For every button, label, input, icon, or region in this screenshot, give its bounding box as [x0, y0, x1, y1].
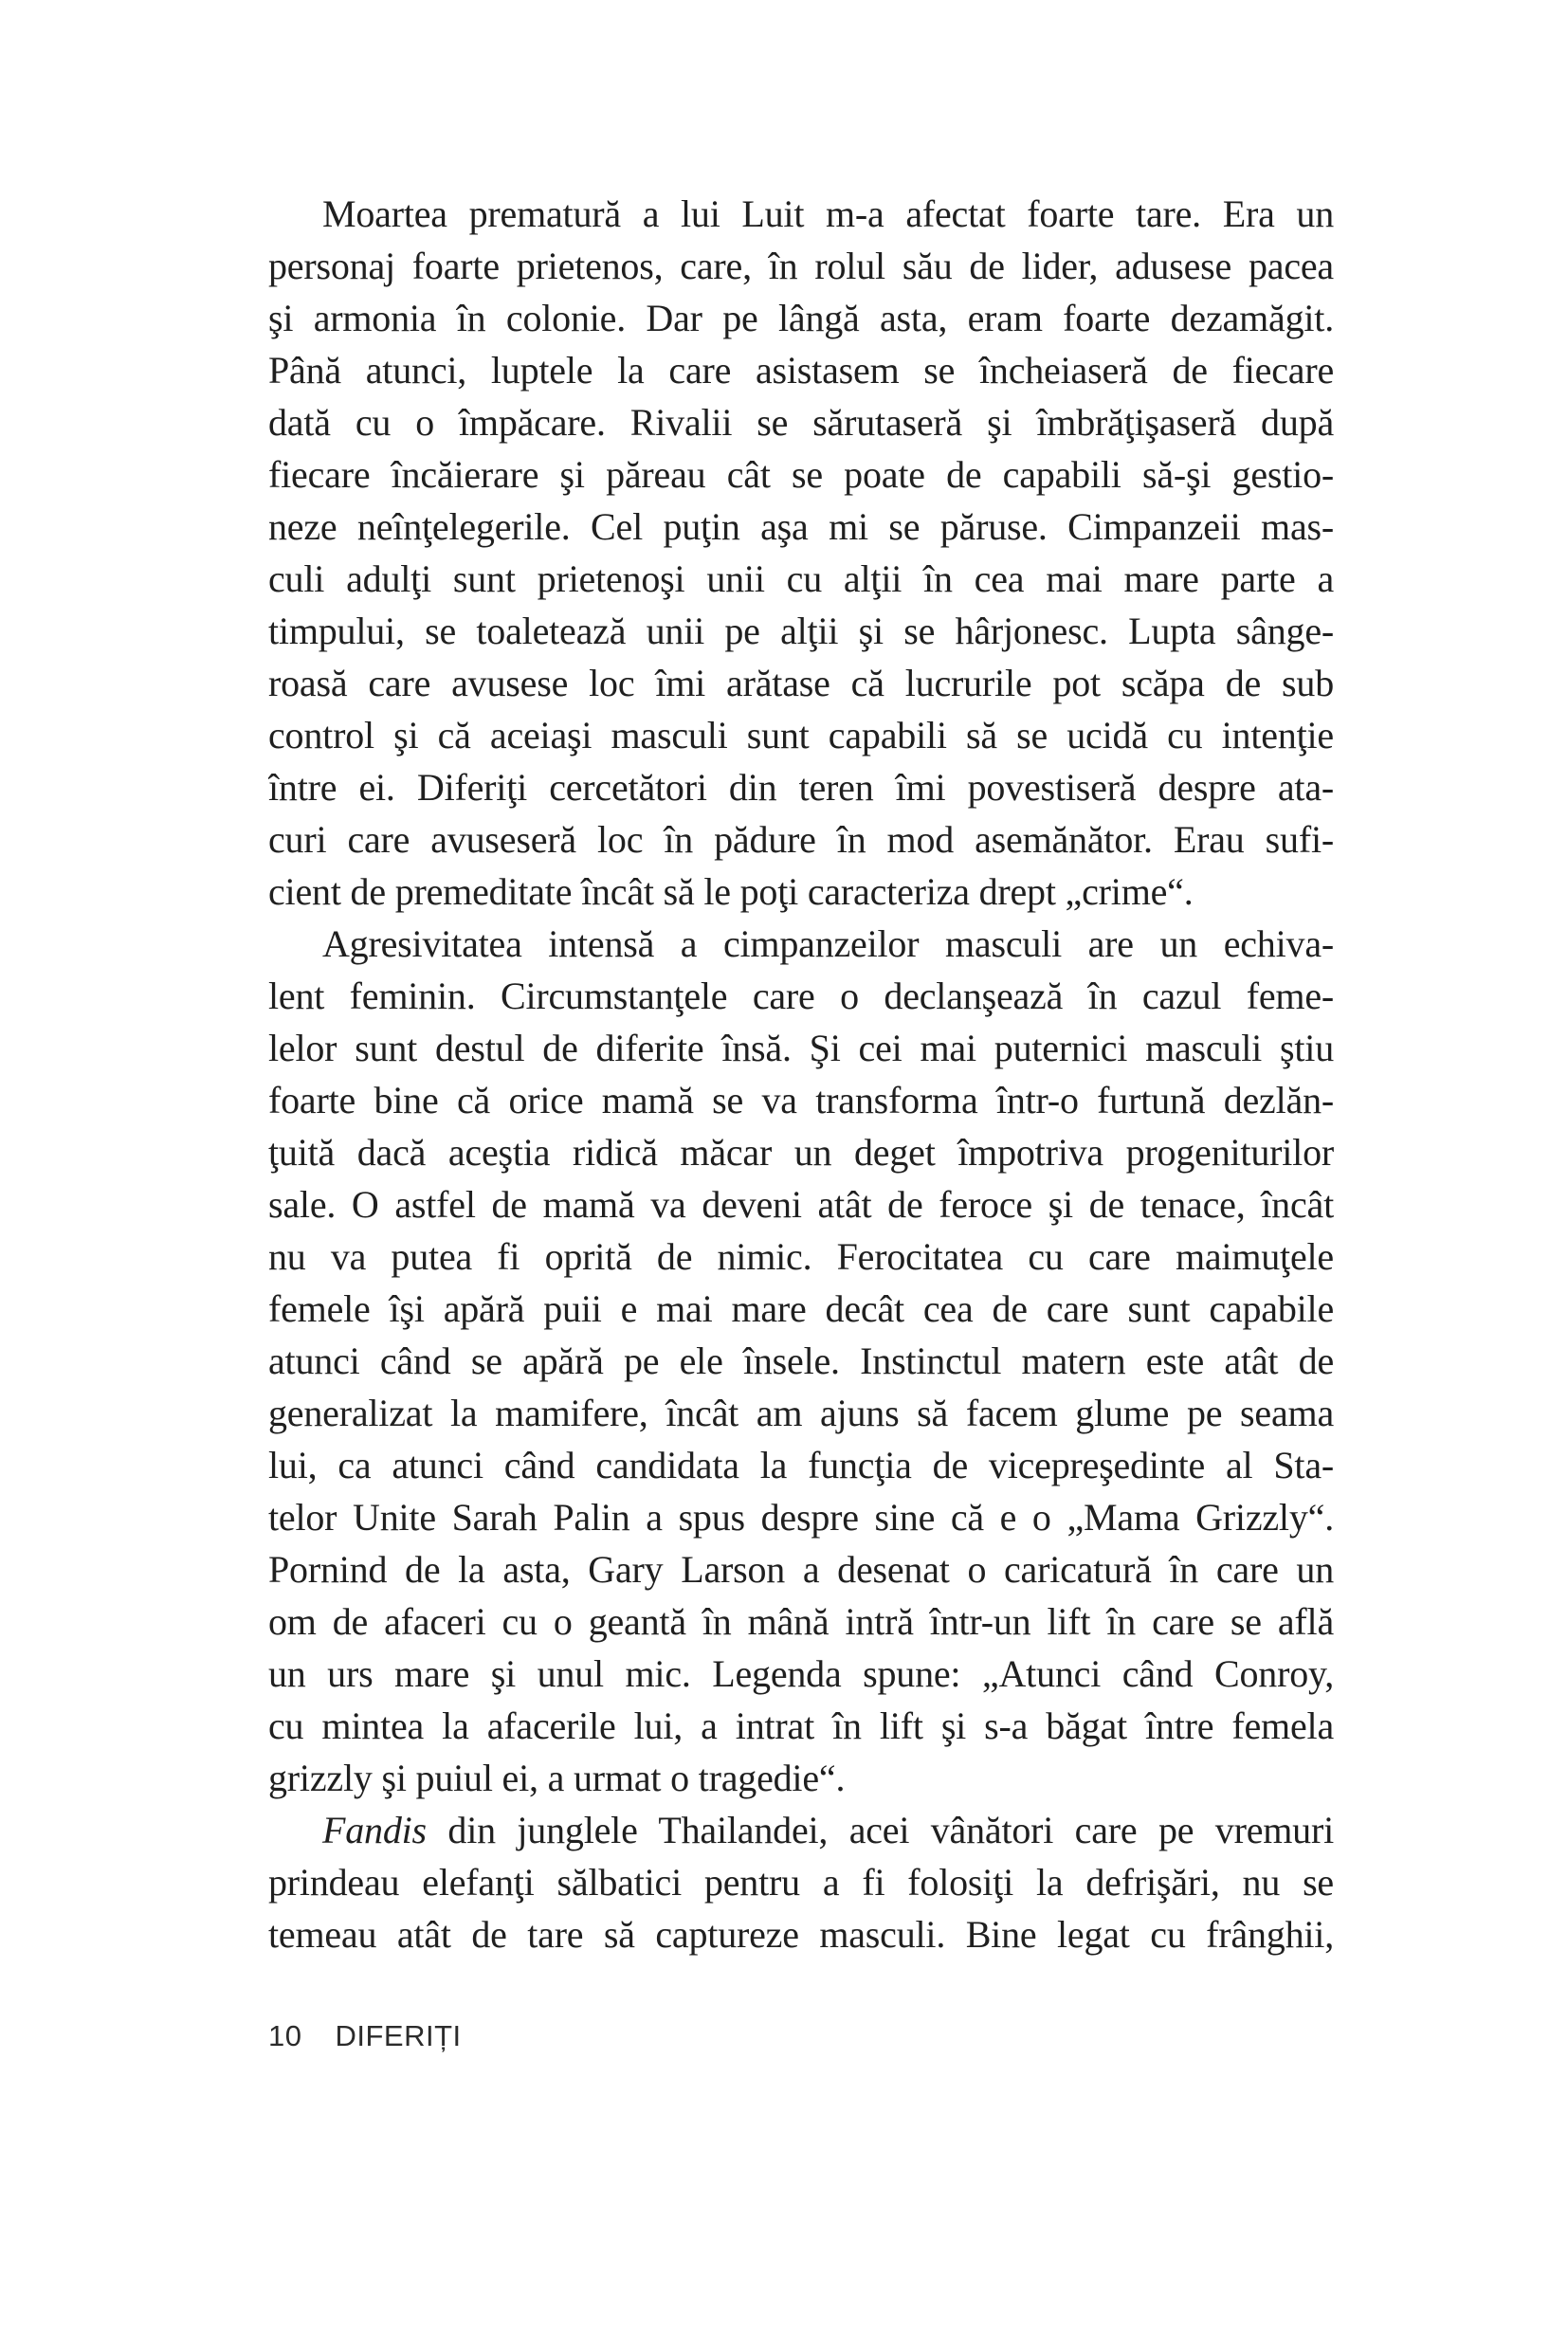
text-line: dată cu o împăcare. Rivalii se sărutaseră şi îmbrăţişaseră după [268, 401, 1334, 444]
text-line: între ei. Diferiţi cercetători din teren îmi povestiseră despre ata- [268, 766, 1334, 809]
text-line: lelor sunt destul de diferite însă. Şi cei mai puternici masculi ştiu [268, 1027, 1334, 1069]
text-line: nu va putea fi oprită de nimic. Ferocitatea cu care maimuţele [268, 1235, 1334, 1278]
text-line: prindeau elefanţi sălbatici pentru a fi folosiţi la defrişări, nu se [268, 1861, 1334, 1904]
text-line: temeau atât de tare să captureze masculi. Bine legat cu frânghii, [268, 1913, 1334, 1956]
text-line: timpului, se toaletează unii pe alţii şi se hârjonesc. Lupta sânge- [268, 610, 1334, 652]
italic-term: Fandis [322, 1809, 427, 1851]
page-footer [268, 2021, 462, 2050]
text-line: lui, ca atunci când candidata la funcţia de vicepreşedinte al Sta- [268, 1444, 1334, 1486]
text-line: neze neînţelegerile. Cel puţin aşa mi se păruse. Cimpanzeii mas- [268, 505, 1334, 548]
paragraph [268, 188, 1334, 918]
text-line: culi adulţi sunt prietenoşi unii cu alţii în cea mai mare parte a [268, 557, 1334, 600]
text-line: femele îşi apără puii e mai mare decât cea de care sunt capabile [268, 1287, 1334, 1330]
text-line: Fandis din junglele Thailandei, acei vânători care pe vremuri [322, 1809, 1334, 1851]
paragraph [268, 1804, 1334, 1960]
text-line: atunci când se apără pe ele însele. Instinctul matern este atât de [268, 1340, 1334, 1382]
text-line: şi armonia în colonie. Dar pe lângă asta, eram foarte dezamăgit. [268, 297, 1334, 339]
text-line: grizzly şi puiul ei, a urmat o tragedie“. [268, 1757, 846, 1799]
page-text [268, 188, 1334, 1960]
text-line: foarte bine că orice mamă se va transforma într-o furtună dezlăn- [268, 1079, 1334, 1121]
text-line: cient de premeditate încât să le poţi caracteriza drept „crime“. [268, 870, 1194, 913]
page-number: 10 [268, 2019, 302, 2052]
text-line: generalizat la mamifere, încât am ajuns să facem glume pe seama [268, 1392, 1334, 1434]
text-line: Moartea prematură a lui Luit m-a afectat foarte tare. Era un [322, 192, 1334, 235]
running-title: DIFERIȚI [335, 2019, 462, 2052]
text-line: fiecare încăierare şi păreau cât se poate de capabili să-şi gestio- [268, 453, 1334, 496]
text-line: roasă care avusese loc îmi arătase că lucrurile pot scăpa de sub [268, 662, 1334, 704]
paragraph [268, 918, 1334, 1804]
text-line: Până atunci, luptele la care asistasem se încheiaseră de fiecare [268, 349, 1334, 392]
text-line: control şi că aceiaşi masculi sunt capabili să se ucidă cu intenţie [268, 714, 1334, 756]
text-line: telor Unite Sarah Palin a spus despre sine că e o „Mama Grizzly“. [268, 1496, 1334, 1539]
text-line: Agresivitatea intensă a cimpanzeilor masculi are un echiva- [322, 922, 1334, 965]
text-line: sale. O astfel de mamă va deveni atât de feroce şi de tenace, încât [268, 1183, 1334, 1226]
text-line: Pornind de la asta, Gary Larson a desenat o caricatură în care un [268, 1548, 1334, 1591]
text-line: lent feminin. Circumstanţele care o declanşează în cazul feme- [268, 975, 1334, 1017]
text-line: cu mintea la afacerile lui, a intrat în lift şi s-a băgat între femela [268, 1704, 1334, 1747]
text-line: om de afaceri cu o geantă în mână intră într-un lift în care se află [268, 1600, 1334, 1643]
text-line: ţuită dacă aceştia ridică măcar un deget împotriva progeniturilor [268, 1131, 1334, 1174]
text-line: un urs mare şi unul mic. Legenda spune: „Atunci când Conroy, [268, 1652, 1334, 1695]
text-line: personaj foarte prietenos, care, în rolul său de lider, adusese pacea [268, 245, 1334, 287]
text-line: curi care avuseseră loc în pădure în mod asemănător. Erau sufi- [268, 818, 1334, 861]
